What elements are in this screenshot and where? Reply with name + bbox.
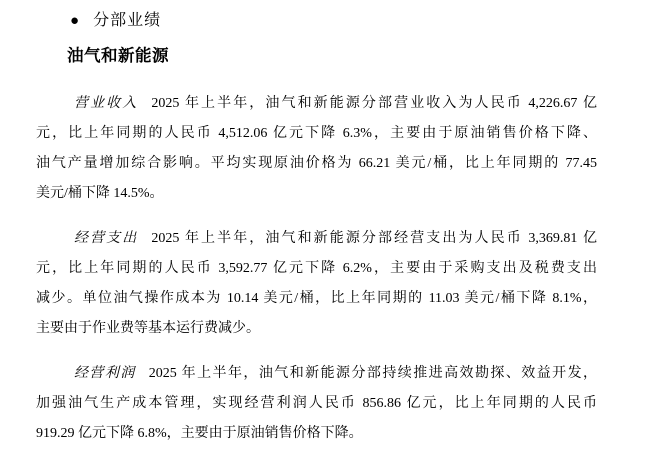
text-segment: 2025 年上半年，油气和新能源分部营业收入为人民币 4,226.67 亿 [151, 96, 597, 111]
paragraph-label-operating-expenses: 经营支出 [74, 231, 139, 246]
bullet-icon: ● [70, 13, 80, 29]
text-line: 元，比上年同期的人民币 4,512.06 亿元下降 6.3%，主要由于原油销售价格下降、 [36, 126, 597, 141]
text-line: 油气产量增加综合影响。平均实现原油价格为 66.21 美元/桶，比上年同期的 77.45 [36, 156, 597, 171]
text-segment: 2025 年上半年，油气和新能源分部经营支出为人民币 3,369.81 亿 [151, 231, 597, 246]
text-line: 元，比上年同期的人民币 3,592.77 亿元下降 6.2%，主要由于采购支出及税费支出 [36, 261, 597, 276]
text-line: 美元/桶下降 14.5%。 [36, 186, 164, 201]
section-header-row [70, 0, 660, 30]
text-line: 919.29 亿元下降 6.8%，主要由于原油销售价格下降。 [36, 426, 363, 441]
text-line [36, 89, 597, 119]
paragraph-operating-profit [36, 359, 597, 449]
text-line: 减少。单位油气操作成本为 10.14 美元/桶，比上年同期的 11.03 美元/桶下降 8.1%， [36, 291, 597, 306]
text-line: 加强油气生产成本管理，实现经营利润人民币 856.86 亿元，比上年同期的人民币 [36, 396, 597, 411]
text-line [36, 359, 597, 389]
subsection-heading: 油气和新能源 [67, 46, 169, 65]
body-text-block [36, 89, 597, 449]
paragraph-label-operating-profit: 经营利润 [74, 366, 136, 381]
paragraph-operating-expenses [36, 224, 597, 344]
paragraph-operating-revenue [36, 89, 597, 209]
section-title: 分部业绩 [93, 12, 162, 29]
text-segment: 2025 年上半年，油气和新能源分部持续推进高效勘探、效益开发， [148, 366, 597, 381]
text-line: 主要由于作业费等基本运行费减少。 [36, 321, 260, 336]
text-line [36, 224, 597, 254]
paragraph-label-operating-revenue: 营业收入 [74, 96, 139, 111]
